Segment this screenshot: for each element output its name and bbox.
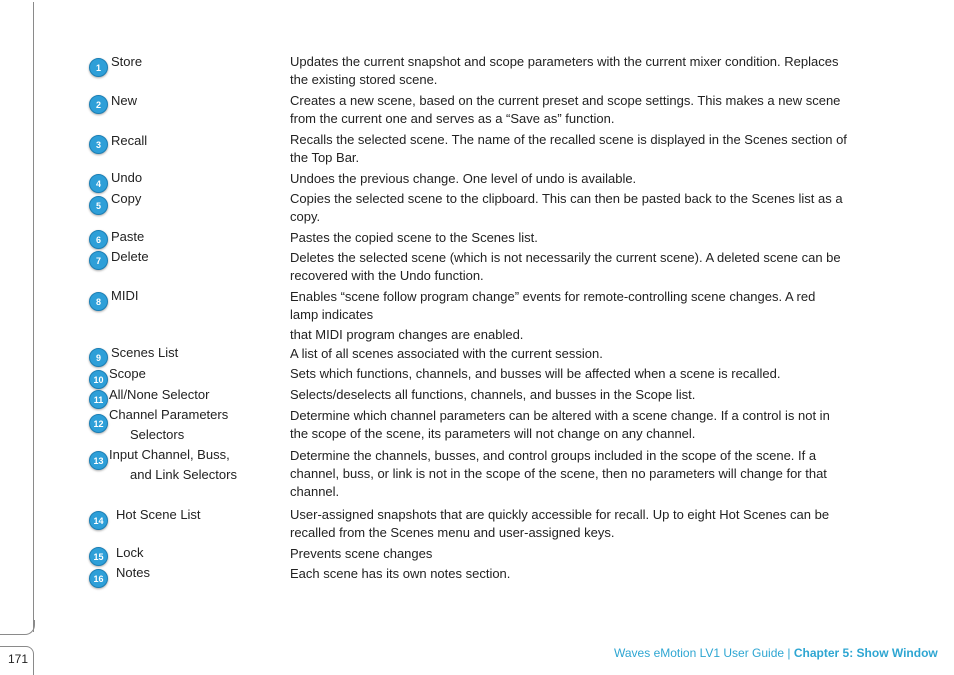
- item-description: Undoes the previous change. One level of undo is available.: [290, 171, 637, 186]
- item-description: Pastes the copied scene to the Scenes list.: [290, 230, 538, 245]
- item-label: MIDI: [111, 288, 139, 303]
- item-label: Scope: [109, 366, 146, 381]
- number-badge-icon: 16: [89, 569, 108, 588]
- item-label-line1: Channel Parameters: [109, 407, 229, 422]
- item-label-line2: and Link Selectors: [130, 467, 237, 482]
- item-label: Lock: [116, 545, 144, 560]
- number-badge-icon: 7: [89, 251, 108, 270]
- item-description: Determine which channel parameters can be altered with a scene change. If a control is not in the scope of the scene, its parameters will not change on any channel.: [290, 408, 830, 441]
- item-label: Store: [111, 54, 143, 69]
- item-description: Determine the channels, busses, and control groups included in the scope of the scene. If a channel, buss, or link is not in the scope of the scene, then no parameters will change for that channel.: [290, 448, 827, 499]
- item-description: Each scene has its own notes section.: [290, 566, 511, 581]
- number-badge-icon: 9: [89, 348, 108, 367]
- item-description-continued: that MIDI program changes are enabled.: [290, 327, 524, 342]
- item-description: A list of all scenes associated with the current session.: [290, 346, 603, 361]
- number-badge-icon: 4: [89, 174, 108, 193]
- page-footer: [614, 646, 938, 660]
- item-description: User-assigned snapshots that are quickly accessible for recall. Up to eight Hot Scenes can be recalled from the Scenes menu and user-assigned keys.: [290, 507, 830, 540]
- page-number: 171: [8, 652, 29, 666]
- footer-chapter: Chapter 5: Show Window: [793, 646, 938, 660]
- item-label: Copy: [111, 191, 142, 206]
- item-description: Copies the selected scene to the clipboard. This can then be pasted back to the Scenes list as a copy.: [290, 191, 843, 224]
- number-badge-icon: 3: [89, 135, 108, 154]
- margin-curve: [0, 620, 35, 635]
- number-badge-icon: 11: [89, 390, 108, 409]
- item-label-line2: Selectors: [130, 427, 185, 442]
- item-label: Notes: [116, 565, 150, 580]
- item-label: Undo: [111, 170, 143, 185]
- item-description: Selects/deselects all functions, channels, and busses in the Scope list.: [290, 387, 696, 402]
- item-label: Delete: [111, 249, 149, 264]
- item-label: All/None Selector: [109, 387, 210, 402]
- item-description: Updates the current snapshot and scope parameters with the current mixer condition. Replaces the existing stored scene.: [290, 54, 839, 87]
- number-badge-icon: 1: [89, 58, 108, 77]
- item-label: Hot Scene List: [116, 507, 201, 522]
- item-description: Recalls the selected scene. The name of the recalled scene is displayed in the Scenes section of the Top Bar.: [290, 132, 847, 165]
- item-label: Recall: [111, 133, 148, 148]
- item-description: Sets which functions, channels, and busses will be affected when a scene is recalled.: [290, 366, 781, 381]
- item-label-line1: Input Channel, Buss,: [109, 447, 230, 462]
- item-description: Deletes the selected scene (which is not necessarily the current scene). A deleted scene can be recovered with the Undo function.: [290, 250, 841, 283]
- item-label: [109, 405, 228, 445]
- number-badge-icon: 10: [89, 370, 108, 389]
- footer-guide-title: Waves eMotion LV1 User Guide |: [614, 646, 794, 660]
- number-badge-icon: 14: [89, 511, 108, 530]
- item-description: Creates a new scene, based on the current preset and scope settings. This makes a new scene from the current one and serves as a “Save as” function.: [290, 93, 841, 126]
- item-label: Paste: [111, 229, 145, 244]
- number-badge-icon: 2: [89, 95, 108, 114]
- item-label: [109, 445, 237, 485]
- item-label: New: [111, 93, 138, 108]
- item-description: Prevents scene changes: [290, 546, 433, 561]
- number-badge-icon: 12: [89, 414, 108, 433]
- number-badge-icon: 8: [89, 292, 108, 311]
- margin-line: [33, 2, 34, 632]
- item-label: Scenes List: [111, 345, 179, 360]
- number-badge-icon: 5: [89, 196, 108, 215]
- number-badge-icon: 15: [89, 547, 108, 566]
- number-badge-icon: 6: [89, 230, 108, 249]
- item-description: Enables “scene follow program change” events for remote-controlling scene changes. A red lamp indicates: [290, 289, 816, 322]
- number-badge-icon: 13: [89, 451, 108, 470]
